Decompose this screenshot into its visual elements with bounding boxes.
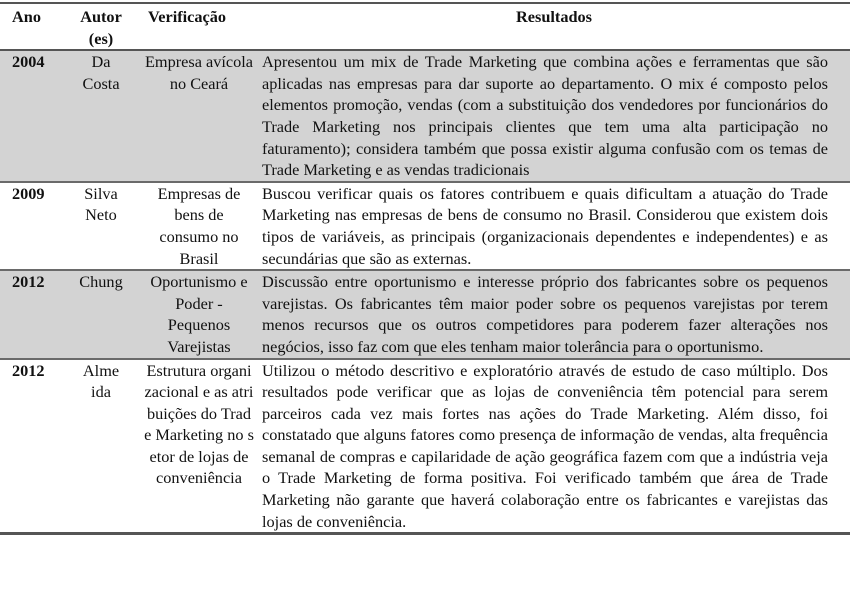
- cell-ano: 2009: [0, 182, 62, 270]
- cell-resultados: Discussão entre oportunismo e interesse próprio dos fabricantes sobre os pequenos varejistas. Os fabricantes têm maior poder sobre os pequenos varejistas por terem menos recursos que os outros competidores para poderem fazer alterações nos negócios, isso faz com que eles tenham maior tolerância para o oportunismo.: [258, 270, 850, 358]
- cell-autor: Chung: [62, 270, 140, 358]
- cell-ano: 2004: [0, 50, 62, 182]
- literature-review-table: [0, 2, 850, 535]
- cell-verificacao: Estrutura organizacional e as atribuições do Trade Marketing no setor de lojas de conveniência: [140, 359, 258, 534]
- cell-autor-text: Da Costa: [82, 52, 120, 93]
- cell-resultados: Buscou verificar quais os fatores contribuem e quais dificultam a atuação do Trade Marketing nas empresas de bens de consumo no Brasil. Considerou que existem dois tipos de variáveis, as principais (organizacionais dependentes e independentes) e as secundárias que são as externas.: [258, 182, 850, 270]
- table-row: [0, 50, 850, 182]
- header-resultados: Resultados: [258, 3, 850, 50]
- cell-verificacao: Empresa avícola no Ceará: [140, 50, 258, 182]
- cell-autor-text: Almeida: [82, 360, 120, 402]
- cell-autor-text: Silva Neto: [84, 183, 118, 225]
- table-row: [0, 182, 850, 270]
- cell-verificacao: Oportunismo e Poder - Pequenos Varejistas: [140, 270, 258, 358]
- header-autor-label: Autor (es): [80, 7, 122, 48]
- table-row: [0, 270, 850, 358]
- cell-autor: [62, 182, 140, 270]
- table-row: [0, 359, 850, 534]
- cell-autor: [62, 359, 140, 534]
- header-ano: Ano: [0, 3, 62, 50]
- cell-resultados: Utilizou o método descritivo e exploratório através de estudo de caso múltiplo. Dos resultados pode verificar que as lojas de conveniência têm potencial para serem parceiros cada vez mais fortes nas ações do Trade Marketing. Além disso, foi constatado que alguns fatores como presença de informação de vendas, alta frequência semanal de compras e capilaridade de ação geográfica fazem com que a indústria veja o Trade Marketing de forma positiva. Foi verificado também que área de Trade Marketing não garante que haverá colaboração entre os fabricantes e varejistas das lojas de conveniência.: [258, 359, 850, 534]
- table-header-row: [0, 3, 850, 50]
- header-verificacao: Verificação: [140, 3, 258, 50]
- cell-resultados: Apresentou um mix de Trade Marketing que combina ações e ferramentas que são aplicadas nas empresas para dar suporte ao departamento. O mix é composto pelos elementos promoção, vendas (com a substituição dos vendedores por funcionários do Trade Marketing nos principais clientes que tem uma alta participação no faturamento); considera também que possa existir alguma confusão com os temas de Trade Marketing e as vendas tradicionais: [258, 50, 850, 182]
- cell-ano: 2012: [0, 270, 62, 358]
- cell-autor: [62, 50, 140, 182]
- cell-verificacao: Empresas de bens de consumo no Brasil: [140, 182, 258, 270]
- cell-ano: 2012: [0, 359, 62, 534]
- header-autor: [62, 3, 140, 50]
